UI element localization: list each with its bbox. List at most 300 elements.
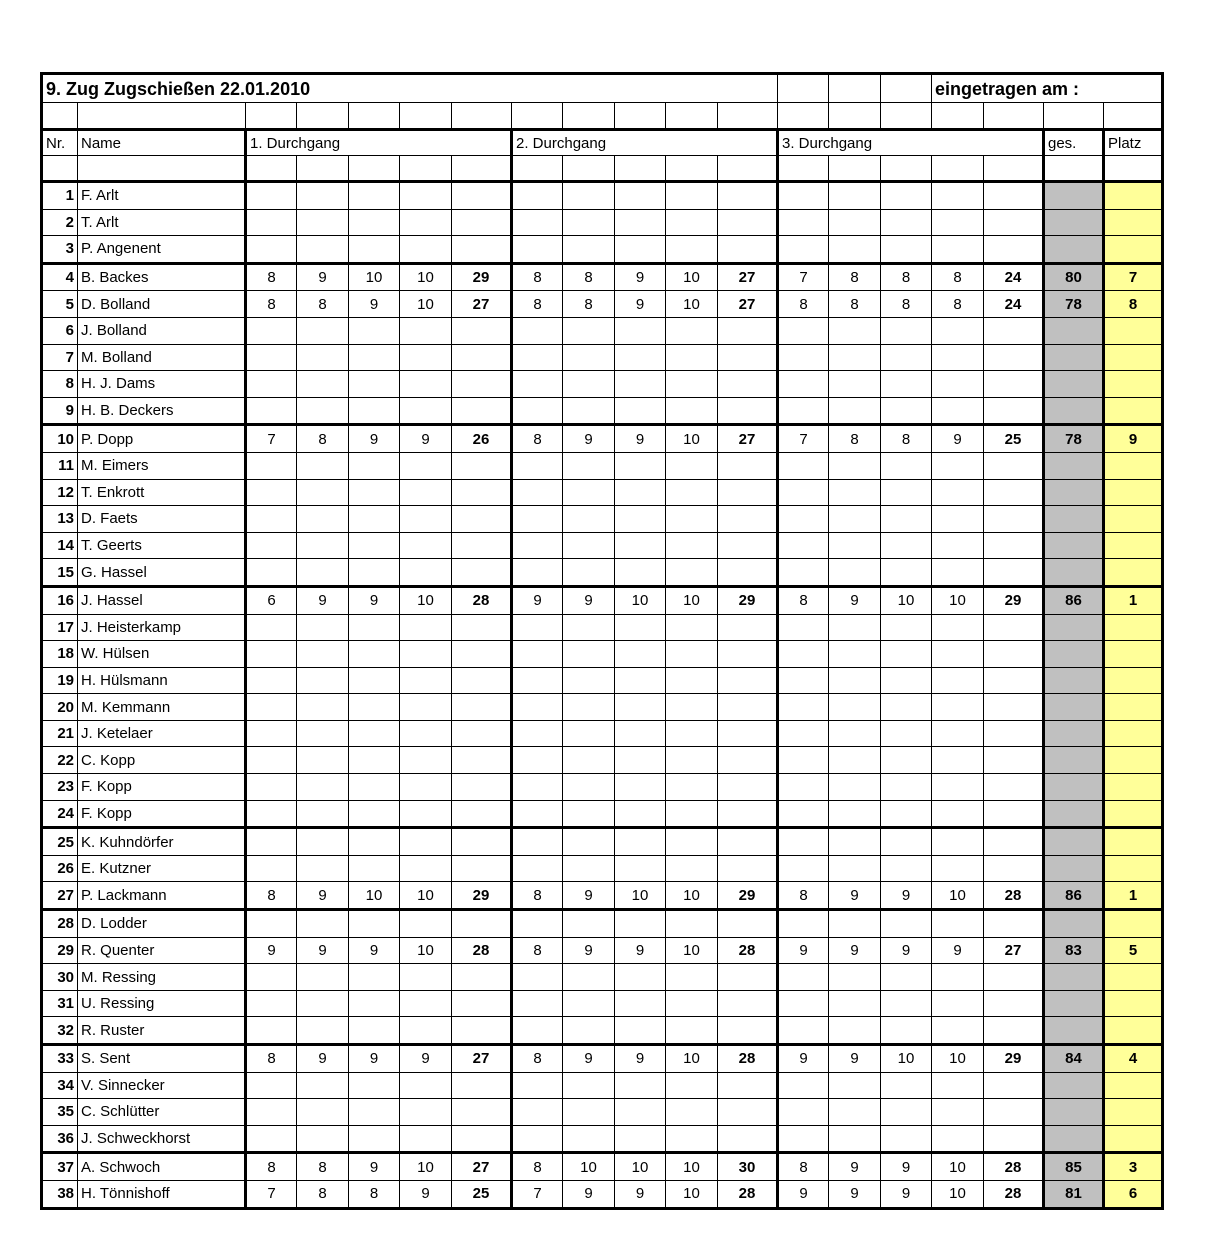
round-3-shot [778, 397, 829, 425]
total-score [1044, 397, 1104, 425]
rank [1104, 774, 1163, 801]
row-number: 21 [42, 720, 78, 747]
round-3-shot: 9 [881, 1153, 932, 1181]
round-1-sum [452, 747, 512, 774]
total-score: 85 [1044, 1153, 1104, 1181]
round-1-shot [297, 694, 349, 721]
round-2-shot [512, 828, 563, 856]
round-3-shot: 9 [829, 1045, 881, 1073]
round-2-sum [718, 559, 778, 587]
round-2-shot [563, 532, 615, 559]
round-2-shot [615, 532, 666, 559]
round-1-shot [349, 344, 400, 371]
round-2-shot [563, 641, 615, 668]
round-2-sum [718, 855, 778, 882]
rank [1104, 1017, 1163, 1045]
round-3-sum: 24 [984, 291, 1044, 318]
round-1-sum [452, 182, 512, 210]
round-1-shot [297, 532, 349, 559]
round-3-shot [932, 720, 984, 747]
round-1-shot [349, 317, 400, 344]
round-2-shot: 10 [615, 882, 666, 910]
round-2-sum [718, 910, 778, 938]
round-1-shot: 9 [297, 882, 349, 910]
round-3-shot [932, 506, 984, 533]
round-2-sum [718, 641, 778, 668]
participant-row [42, 317, 1163, 344]
round-1-sum [452, 532, 512, 559]
round-2-shot: 9 [563, 1045, 615, 1073]
round-1-shot [400, 828, 452, 856]
round-1-sum [452, 559, 512, 587]
round-3-shot [778, 209, 829, 236]
round-1-shot [400, 317, 452, 344]
round-1-shot [246, 506, 297, 533]
participant-name: E. Kutzner [78, 855, 246, 882]
total-score [1044, 236, 1104, 264]
round-3-shot [778, 800, 829, 828]
round-2-shot [615, 855, 666, 882]
participant-row [42, 937, 1163, 964]
round-3-shot [932, 1017, 984, 1045]
round-2-shot [512, 1099, 563, 1126]
round-1-shot: 10 [349, 882, 400, 910]
participant-row [42, 586, 1163, 614]
round-1-shot [246, 910, 297, 938]
round-1-shot: 7 [246, 1180, 297, 1208]
participant-row [42, 800, 1163, 828]
row-number: 32 [42, 1017, 78, 1045]
rank [1104, 532, 1163, 559]
round-1-shot: 10 [400, 882, 452, 910]
round-1-shot [246, 990, 297, 1017]
participant-row [42, 964, 1163, 991]
round-1-shot [400, 910, 452, 938]
round-1-shot [246, 828, 297, 856]
round-1-shot [246, 667, 297, 694]
round-2-shot [615, 1125, 666, 1153]
rank: 3 [1104, 1153, 1163, 1181]
round-3-shot [881, 774, 932, 801]
round-3-shot [829, 479, 881, 506]
row-number: 34 [42, 1072, 78, 1099]
round-3-shot [778, 774, 829, 801]
round-3-shot [829, 452, 881, 479]
round-2-shot: 9 [615, 937, 666, 964]
row-number: 10 [42, 425, 78, 453]
row-number: 17 [42, 614, 78, 641]
round-2-shot [666, 774, 718, 801]
round-3-shot [881, 910, 932, 938]
rank: 1 [1104, 882, 1163, 910]
round-2-shot [563, 452, 615, 479]
round-2-shot [666, 452, 718, 479]
row-number: 23 [42, 774, 78, 801]
round-3-shot [881, 182, 932, 210]
round-3-shot: 9 [829, 882, 881, 910]
round-3-shot [881, 694, 932, 721]
round-3-shot [829, 317, 881, 344]
round-3-shot [932, 990, 984, 1017]
round-3-shot [932, 532, 984, 559]
round-3-shot [778, 1099, 829, 1126]
round-3-shot: 8 [881, 291, 932, 318]
round-3-shot: 9 [778, 937, 829, 964]
round-3-shot: 9 [778, 1180, 829, 1208]
round-2-shot: 10 [666, 1153, 718, 1181]
round-2-shot [512, 667, 563, 694]
round-2-shot [512, 317, 563, 344]
round-3-shot [829, 506, 881, 533]
round-3-shot [932, 452, 984, 479]
round-2-shot [512, 559, 563, 587]
round-2-shot [563, 828, 615, 856]
round-1-shot: 9 [349, 425, 400, 453]
round-1-sum: 27 [452, 291, 512, 318]
round-3-shot [932, 317, 984, 344]
round-1-shot [400, 667, 452, 694]
round-3-sum [984, 990, 1044, 1017]
round-1-shot [246, 1125, 297, 1153]
round-3-sum [984, 182, 1044, 210]
rank [1104, 614, 1163, 641]
round-3-shot: 9 [778, 1045, 829, 1073]
round-3-shot [829, 1099, 881, 1126]
round-1-shot [246, 1017, 297, 1045]
round-1-shot [246, 559, 297, 587]
row-number: 28 [42, 910, 78, 938]
participant-name: J. Schweckhorst [78, 1125, 246, 1153]
round-1-shot [349, 236, 400, 264]
participant-row [42, 1045, 1163, 1073]
participant-name: F. Kopp [78, 774, 246, 801]
round-2-shot [563, 614, 615, 641]
round-1-sum [452, 990, 512, 1017]
participant-name: R. Quenter [78, 937, 246, 964]
round-1-sum [452, 800, 512, 828]
round-2-shot [666, 397, 718, 425]
round-3-shot [778, 344, 829, 371]
total-score [1044, 694, 1104, 721]
row-number: 33 [42, 1045, 78, 1073]
round-3-shot [778, 317, 829, 344]
row-number: 8 [42, 371, 78, 398]
round-1-shot [400, 614, 452, 641]
round-3-shot: 9 [829, 586, 881, 614]
round-3-shot: 8 [932, 291, 984, 318]
round-1-shot: 10 [400, 1153, 452, 1181]
round-3-shot [829, 694, 881, 721]
round-1-shot: 8 [246, 1045, 297, 1073]
total-score: 86 [1044, 882, 1104, 910]
round-1-shot: 9 [297, 263, 349, 291]
round-3-shot [932, 371, 984, 398]
round-1-shot [246, 720, 297, 747]
row-number: 2 [42, 209, 78, 236]
round-1-shot [349, 371, 400, 398]
round-2-shot: 8 [512, 425, 563, 453]
participant-name: B. Backes [78, 263, 246, 291]
round-1-shot [349, 532, 400, 559]
round-1-shot: 7 [246, 425, 297, 453]
total-score: 84 [1044, 1045, 1104, 1073]
round-2-shot [512, 720, 563, 747]
round-1-shot [400, 964, 452, 991]
round-1-shot [246, 182, 297, 210]
round-3-shot [829, 747, 881, 774]
round-1-shot: 9 [297, 937, 349, 964]
round-3-shot: 9 [932, 937, 984, 964]
round-1-shot [400, 774, 452, 801]
round-2-sum: 28 [718, 1180, 778, 1208]
round-2-shot [563, 747, 615, 774]
round-1-shot [400, 747, 452, 774]
round-2-sum [718, 532, 778, 559]
round-1-shot [400, 1125, 452, 1153]
round-2-shot [615, 559, 666, 587]
round-2-shot [615, 990, 666, 1017]
total-score [1044, 964, 1104, 991]
round-3-sum [984, 747, 1044, 774]
round-3-shot [932, 1125, 984, 1153]
participant-name: M. Kemmann [78, 694, 246, 721]
round-2-sum [718, 479, 778, 506]
round-2-shot [666, 720, 718, 747]
round-2-shot [666, 910, 718, 938]
round-3-shot [778, 694, 829, 721]
round-2-shot: 8 [512, 882, 563, 910]
rank [1104, 910, 1163, 938]
row-number: 6 [42, 317, 78, 344]
round-2-shot: 10 [666, 882, 718, 910]
sheet-title: 9. Zug Zugschießen 22.01.2010 [42, 74, 778, 103]
round-3-shot [829, 209, 881, 236]
round-1-shot [297, 1125, 349, 1153]
round-1-shot [297, 182, 349, 210]
round-1-shot [349, 479, 400, 506]
participant-name: W. Hülsen [78, 641, 246, 668]
participant-name: S. Sent [78, 1045, 246, 1073]
round-1-shot [400, 236, 452, 264]
round-2-shot [666, 182, 718, 210]
round-2-shot [666, 1072, 718, 1099]
round-1-shot [246, 964, 297, 991]
rank [1104, 800, 1163, 828]
round-3-sum: 28 [984, 1180, 1044, 1208]
round-2-sum [718, 614, 778, 641]
round-1-shot [349, 720, 400, 747]
round-3-shot [932, 855, 984, 882]
row-number: 22 [42, 747, 78, 774]
round-3-shot [829, 667, 881, 694]
round-1-shot [400, 371, 452, 398]
round-3-shot [881, 317, 932, 344]
round-3-shot: 8 [932, 263, 984, 291]
round-2-shot [666, 800, 718, 828]
row-number: 24 [42, 800, 78, 828]
total-score [1044, 614, 1104, 641]
round-2-shot [563, 397, 615, 425]
participant-row [42, 990, 1163, 1017]
round-3-sum [984, 1072, 1044, 1099]
round-2-shot [512, 371, 563, 398]
round-2-shot: 10 [563, 1153, 615, 1181]
round-2-shot: 10 [666, 937, 718, 964]
round-1-shot [297, 614, 349, 641]
round-2-shot [666, 828, 718, 856]
rank: 9 [1104, 425, 1163, 453]
round-1-sum [452, 964, 512, 991]
round-1-shot: 8 [246, 263, 297, 291]
round-1-shot [297, 855, 349, 882]
round-3-shot [881, 720, 932, 747]
round-1-shot [297, 720, 349, 747]
round-3-shot [778, 964, 829, 991]
round-1-shot [349, 1125, 400, 1153]
round-2-shot [563, 182, 615, 210]
round-1-shot [400, 452, 452, 479]
round-2-shot [615, 236, 666, 264]
round-2-shot [666, 990, 718, 1017]
round-3-sum [984, 800, 1044, 828]
round-1-shot [246, 774, 297, 801]
round-1-shot [297, 371, 349, 398]
round-2-shot [666, 559, 718, 587]
round-1-shot [349, 506, 400, 533]
round-3-shot [829, 371, 881, 398]
round-2-shot [512, 694, 563, 721]
round-3-shot [829, 397, 881, 425]
round-3-shot [829, 964, 881, 991]
round-2-shot [615, 694, 666, 721]
round-2-sum: 28 [718, 1045, 778, 1073]
round-1-shot [297, 1072, 349, 1099]
round-2-shot: 9 [615, 1045, 666, 1073]
round-2-shot [666, 964, 718, 991]
round-3-sum [984, 317, 1044, 344]
round-3-shot [829, 855, 881, 882]
round-2-shot [563, 910, 615, 938]
round-1-shot: 8 [246, 291, 297, 318]
row-number: 15 [42, 559, 78, 587]
total-score [1044, 182, 1104, 210]
round-1-shot: 9 [400, 1180, 452, 1208]
round-3-sum [984, 774, 1044, 801]
round-2-shot [615, 452, 666, 479]
round-1-shot [400, 532, 452, 559]
round-1-shot: 9 [349, 1045, 400, 1073]
round-3-shot [778, 371, 829, 398]
round-2-shot [615, 397, 666, 425]
round-2-shot [615, 747, 666, 774]
round-2-shot [666, 641, 718, 668]
round-2-shot [666, 479, 718, 506]
round-3-shot [881, 344, 932, 371]
participant-row [42, 641, 1163, 668]
round-3-shot [778, 747, 829, 774]
round-2-sum: 27 [718, 263, 778, 291]
round-1-shot [297, 1099, 349, 1126]
round-2-shot [563, 855, 615, 882]
header-round-3: 3. Durchgang [778, 130, 1044, 156]
row-number: 30 [42, 964, 78, 991]
round-2-shot [615, 720, 666, 747]
round-3-sum [984, 479, 1044, 506]
row-number: 11 [42, 452, 78, 479]
round-2-shot [666, 532, 718, 559]
rank [1104, 397, 1163, 425]
round-2-shot [563, 344, 615, 371]
round-3-sum [984, 532, 1044, 559]
total-score [1044, 344, 1104, 371]
round-3-shot [881, 209, 932, 236]
round-2-shot [615, 506, 666, 533]
participant-row [42, 506, 1163, 533]
round-3-shot: 8 [881, 263, 932, 291]
round-1-sum [452, 641, 512, 668]
round-3-shot [829, 614, 881, 641]
round-3-sum [984, 559, 1044, 587]
round-2-shot [512, 614, 563, 641]
round-1-shot [349, 182, 400, 210]
round-2-shot [512, 182, 563, 210]
round-2-shot [512, 855, 563, 882]
participant-name: H. J. Dams [78, 371, 246, 398]
round-1-shot [400, 209, 452, 236]
round-3-shot [829, 344, 881, 371]
round-2-sum [718, 747, 778, 774]
round-1-shot: 9 [349, 291, 400, 318]
round-3-shot [932, 828, 984, 856]
round-3-shot: 9 [881, 937, 932, 964]
rank [1104, 641, 1163, 668]
participant-row [42, 1099, 1163, 1126]
round-3-sum [984, 209, 1044, 236]
total-score [1044, 910, 1104, 938]
round-3-shot [881, 614, 932, 641]
round-2-shot [666, 1017, 718, 1045]
round-3-shot [881, 1125, 932, 1153]
round-2-shot [666, 614, 718, 641]
round-3-shot: 9 [829, 1153, 881, 1181]
participant-name: H. B. Deckers [78, 397, 246, 425]
row-number: 38 [42, 1180, 78, 1208]
round-1-shot [297, 910, 349, 938]
round-1-shot [297, 397, 349, 425]
round-3-shot [778, 855, 829, 882]
round-2-shot [666, 317, 718, 344]
participant-name: J. Hassel [78, 586, 246, 614]
round-3-shot [881, 667, 932, 694]
round-3-shot: 10 [932, 1045, 984, 1073]
round-1-shot [400, 506, 452, 533]
round-2-shot: 7 [512, 1180, 563, 1208]
round-1-shot: 9 [400, 1045, 452, 1073]
round-1-shot [400, 344, 452, 371]
total-score [1044, 667, 1104, 694]
round-1-shot: 10 [349, 263, 400, 291]
round-2-shot: 9 [563, 882, 615, 910]
round-2-shot [615, 800, 666, 828]
round-3-shot [881, 855, 932, 882]
round-3-shot [881, 371, 932, 398]
round-2-shot [512, 506, 563, 533]
round-1-shot: 6 [246, 586, 297, 614]
round-1-shot [349, 614, 400, 641]
participant-row [42, 1072, 1163, 1099]
round-1-shot [246, 614, 297, 641]
rank [1104, 667, 1163, 694]
